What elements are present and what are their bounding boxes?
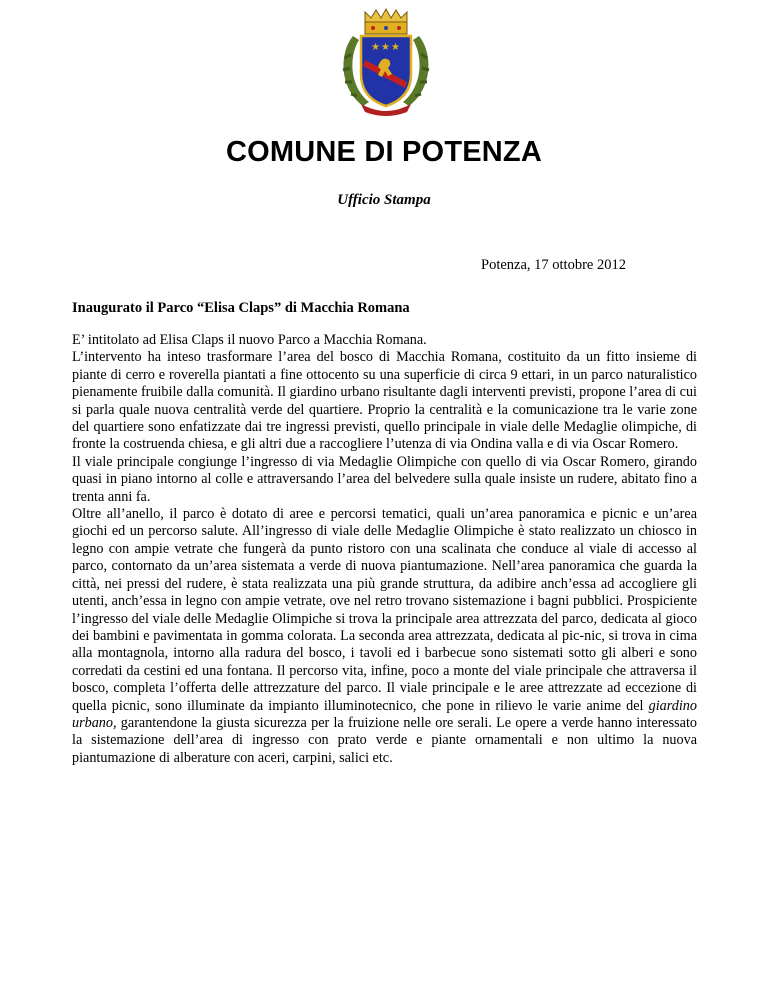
page-title: COMUNE DI POTENZA bbox=[226, 136, 542, 168]
article-paragraph: Il viale principale congiunge l’ingresso di via Medaglie Olimpiche con quello di via Oscar Romero, girando quasi in piano intorno al colle e attraversando l’area del belvedere sulla quale insiste un rudere, abitato fino a trenta anni fa. bbox=[72, 453, 697, 505]
svg-text:★: ★ bbox=[391, 42, 400, 53]
paragraph-text: garantendone la giusta sicurezza per la fruizione nelle ore serali. Le opere a verde hanno interessato la sistemazione dell’area di ingresso con prato verde e piante ornamentali e non ultimo la nuova piantumazione di alberature con aceri, carpini, salici etc. bbox=[72, 714, 697, 766]
svg-text:★: ★ bbox=[381, 42, 390, 53]
article-body bbox=[72, 332, 697, 767]
office-name: Ufficio Stampa bbox=[337, 192, 431, 208]
svg-text:★: ★ bbox=[371, 42, 380, 53]
italic-phrase: giardino urbano, bbox=[72, 697, 697, 731]
coat-of-arms-icon bbox=[335, 8, 437, 120]
article-paragraph: L’intervento ha inteso trasformare l’area del bosco di Macchia Romana, costituito da un fitto insieme di piante di cerro e roverella piantati a fine ottocento su una superficie di circa 9 ettari, in un parco naturalistico pienamente fruibile dalla comunità. Il giardino urbano risultante dagli interventi previsti, propone l’area di cui si parla quale nuova centralità verde del quartiere. Proprio la centralità e la comunicazione tra le varie zone del quartiere sono enfatizzate dai tre ingressi previsti, quello principale in viale delle Medaglie olimpiche, di fronte la costruenda chiesa, e gli altri due a raccogliere l’utenza di via Ondina valla e di via Oscar Romero. bbox=[72, 349, 697, 453]
paragraph-text: Oltre all’anello, il parco è dotato di aree e percorsi tematici, quali un’area panoramica e picnic e un’area giochi ed un percorso salute. All’ingresso di viale delle Medaglie Olimpiche è stato realizzato un chiosco in legno con ampie vetrate che fungerà da punto ristoro con una scalinata che conduce al viale di accesso al parco, contornato da un’area sistemata a verde di nuova piantumazione. Nell’area panoramica che guarda la città, nei pressi del rudere, è stata realizzata una più grande struttura, da adibire anch’essa ad accogliere gli utenti, anch’essa in legno con ampie vetrate, ove nel retro trovano sistemazione i bagni pubblici. Prospiciente l’ingresso del viale delle Medaglie Olimpiche si trova la principale area attrezzata del parco, dedicata al gioco dei bambini e pavimentata in gomma colorata. La seconda area attrezzata, dedicata al pic-nic, si trova in cima alla montagnola, intorno alla radura del bosco, i tavoli ed i barbecue sono sistemati sotto gli alberi e sono corredati da cestini ed una fontana. Il percorso vita, infine, poco a monte del viale principale che attraversa il bosco, completa l’offerta delle attrezzature del parco. Il viale principale e le aree attrezzate ad eccezione di quella picnic, sono illuminate da impianto illuminotecnico, che pone in rilievo le varie anime del bbox=[72, 506, 697, 714]
article-headline: Inaugurato il Parco “Elisa Claps” di Macchia Romana bbox=[72, 300, 410, 316]
document-date: Potenza, 17 ottobre 2012 bbox=[481, 257, 626, 273]
article-paragraph bbox=[72, 506, 697, 767]
article-paragraph: E’ intitolato ad Elisa Claps il nuovo Parco a Macchia Romana. bbox=[72, 332, 427, 348]
